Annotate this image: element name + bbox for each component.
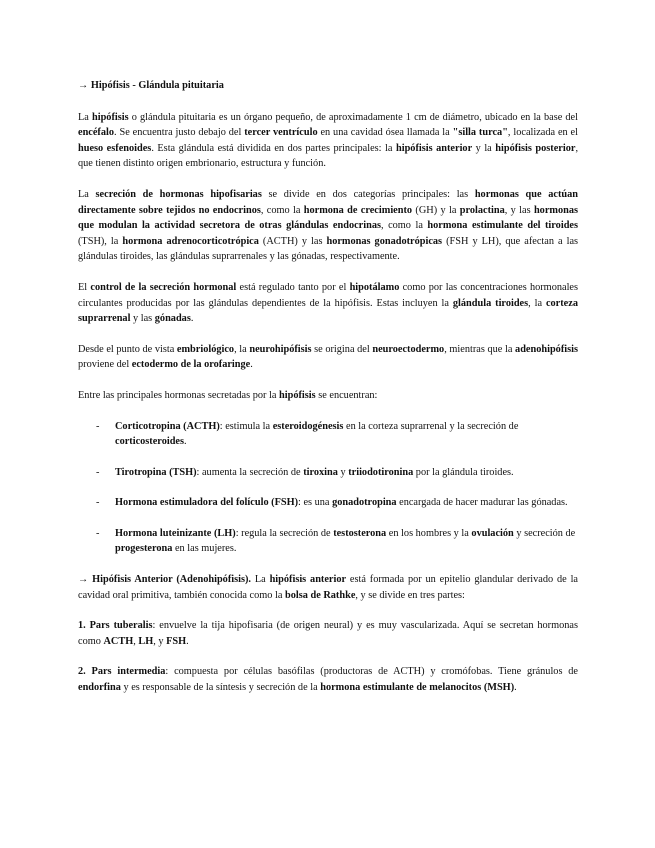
text: está regulado tanto por el xyxy=(236,281,350,293)
text: (FSH y LH), que afectan a las glándulas tiroides, las glándulas suprarrenales y las gónadas, respectivamente. xyxy=(78,235,579,263)
text: , la xyxy=(528,297,546,309)
bold-term: embriológico xyxy=(176,343,235,355)
bold-term: hormona adrenocorticotrópica xyxy=(122,235,259,247)
bold-term: Hormona estimuladora del folículo (FSH) xyxy=(115,497,299,509)
bold-term: 1. Pars tuberalis xyxy=(78,620,153,632)
bold-term: hormonas que modulan la actividad secretora de otras glándulas endocrinas xyxy=(78,204,578,232)
text: encargada de hacer madurar las gónadas. xyxy=(396,497,568,509)
section-heading-hipofisis xyxy=(78,78,578,94)
arrow-icon: → xyxy=(78,574,89,586)
bold-term: gónadas xyxy=(154,313,191,325)
bold-term: neurohipófisis xyxy=(249,343,312,355)
text: (ACTH) y las xyxy=(258,235,327,247)
bold-term: LH xyxy=(138,635,154,647)
bold-term: control de la secreción hormonal xyxy=(90,281,237,293)
bold-term: secreción de hormonas hipofisarias xyxy=(95,188,262,200)
text: se divide en dos categorías principales: las xyxy=(261,188,475,200)
bold-term: triiodotironina xyxy=(348,466,414,478)
text: : regula la secreción de xyxy=(235,527,334,539)
text: : es una xyxy=(298,497,333,509)
hormone-list xyxy=(78,419,578,558)
text: y las xyxy=(130,313,155,325)
text: y la xyxy=(472,142,496,154)
text: en los hombres y la xyxy=(386,527,472,539)
bold-term: hipófisis xyxy=(279,389,316,401)
bold-term: corteza suprarrenal xyxy=(78,297,578,325)
bold-term: FSH xyxy=(166,635,187,647)
dash-bullet: - xyxy=(96,466,100,478)
text: : aumenta la secreción de xyxy=(196,466,304,478)
text: se origina del xyxy=(311,343,373,355)
text: La xyxy=(251,574,270,586)
bold-term: hipófisis anterior xyxy=(269,574,347,586)
bold-term: ovulación xyxy=(471,527,514,539)
bold-term: neuroectodermo xyxy=(372,343,445,355)
bold-term: progesterona xyxy=(115,543,173,555)
text: , localizada en el xyxy=(507,127,578,139)
bold-term: endorfina xyxy=(78,682,121,694)
text: , como la xyxy=(260,204,304,216)
text: . Se encuentra justo debajo del xyxy=(114,127,245,139)
text: se encuentran: xyxy=(315,389,378,401)
bold-term: tercer ventrículo xyxy=(244,127,318,139)
paragraph-pars-tuberalis xyxy=(78,618,578,649)
text: , y se divide en tres partes: xyxy=(355,589,465,601)
bold-term: Hipófisis Anterior (Adenohipófisis). xyxy=(92,574,251,586)
list-item xyxy=(78,465,578,481)
text: . xyxy=(250,359,253,371)
bold-term: corticosteroides xyxy=(115,436,185,448)
bold-term: Hormona luteinizante (LH) xyxy=(115,527,236,539)
text: , mientras que la xyxy=(444,343,516,355)
bold-term: bolsa de Rathke xyxy=(285,589,356,601)
text: está formada por un epitelio glandular derivado de la cavidad oral primitiva, también conocida como la xyxy=(78,574,578,601)
dash-bullet: - xyxy=(96,497,100,509)
text: , y las xyxy=(504,204,534,216)
text: y xyxy=(337,466,349,478)
text: en las mujeres. xyxy=(172,543,237,555)
dash-bullet: - xyxy=(96,420,100,432)
text: . xyxy=(186,635,189,647)
text: Entre las principales hormonas secretadas por la xyxy=(78,389,280,401)
text: . xyxy=(514,682,517,694)
text: y es responsable de la síntesis y secreción de la xyxy=(120,682,321,694)
bold-term: ectodermo de la orofaringe xyxy=(131,359,251,371)
paragraph-adenohipofisis xyxy=(78,572,578,603)
bold-term: hormona de crecimiento xyxy=(303,204,413,216)
bold-term: ACTH xyxy=(103,635,134,647)
text: o glándula pituitaria es un órgano pequeño, de aproximadamente 1 cm de diámetro, ubicado en la base del xyxy=(128,111,578,123)
list-item xyxy=(78,495,578,511)
text: : envuelve la tija hipofisaria (de origen neural) y es muy vascularizada. Aquí se secretan hormonas como xyxy=(78,620,578,647)
text: por la glándula tiroides. xyxy=(413,466,514,478)
text: , la xyxy=(234,343,250,355)
text: . Esta glándula está dividida en dos partes principales: la xyxy=(151,142,396,154)
text: proviene del xyxy=(78,359,132,371)
bold-term: glándula tiroides xyxy=(452,297,529,309)
heading-title: Hipófisis - Glándula pituitaria xyxy=(90,80,224,91)
paragraph-embriologia xyxy=(78,342,578,373)
paragraph-pars-intermedia xyxy=(78,664,578,695)
bold-term: hipófisis anterior xyxy=(395,142,473,154)
text: , que tienen distinto origen embrionario, estructura y función. xyxy=(78,142,579,170)
bold-term: hipófisis posterior xyxy=(495,142,576,154)
dash-bullet: - xyxy=(96,527,100,539)
bold-term: adenohipófisis xyxy=(515,343,578,355)
bold-term: hipófisis xyxy=(91,111,129,123)
paragraph-hormonas-intro xyxy=(78,388,578,404)
text: y secreción de xyxy=(513,527,576,539)
text: La xyxy=(78,188,96,200)
text: El xyxy=(78,281,91,293)
bold-term: esteroidogénesis xyxy=(272,420,344,432)
paragraph-intro xyxy=(78,110,578,172)
text: , como la xyxy=(381,220,428,232)
bold-term: 2. Pars intermedia xyxy=(78,666,166,678)
text: . xyxy=(190,313,194,325)
bold-term: hueso esfenoides xyxy=(78,142,152,154)
bold-term: hormonas gonadotrópicas xyxy=(326,235,443,247)
text: en la corteza suprarrenal y la secreción de xyxy=(343,420,519,432)
arrow-icon: → xyxy=(78,80,89,91)
text: como por las concentraciones hormonales circulantes producidas por las glándulas dependientes de la hipófisis. Estas incluyen la xyxy=(78,281,579,309)
text: La xyxy=(78,111,92,123)
bold-term: hormona estimulante de melanocitos (MSH) xyxy=(320,682,515,694)
bold-term: encéfalo xyxy=(78,127,115,139)
bold-term: hipotálamo xyxy=(349,281,400,293)
list-item xyxy=(78,419,578,450)
text: , y xyxy=(153,635,167,647)
bold-term: gonadotropina xyxy=(332,497,397,509)
text: : estimula la xyxy=(219,420,273,432)
bold-term: "silla turca" xyxy=(452,127,508,139)
text: (TSH), la xyxy=(78,235,123,247)
text: (GH) y la xyxy=(412,204,460,216)
bold-term: tiroxina xyxy=(303,466,338,478)
bold-term: hormona estimulante del tiroides xyxy=(427,220,578,232)
text: : compuesta por células basófilas (productoras de ACTH) y cromófobas. Tiene gránulos de xyxy=(165,666,578,678)
text: . xyxy=(184,436,187,448)
text: Desde el punto de vista xyxy=(78,343,177,355)
paragraph-control xyxy=(78,280,578,327)
list-item xyxy=(78,526,578,557)
text: en una cavidad ósea llamada la xyxy=(317,127,453,139)
text: , xyxy=(133,635,139,647)
paragraph-secrecion xyxy=(78,187,578,265)
bold-term: prolactina xyxy=(459,204,505,216)
bold-term: testosterona xyxy=(333,527,387,539)
bold-term: Corticotropina (ACTH) xyxy=(115,420,220,432)
bold-term: hormonas que actúan directamente sobre tejidos no endocrinos xyxy=(78,188,579,216)
bold-term: Tirotropina (TSH) xyxy=(115,466,197,478)
document-body xyxy=(78,78,578,711)
